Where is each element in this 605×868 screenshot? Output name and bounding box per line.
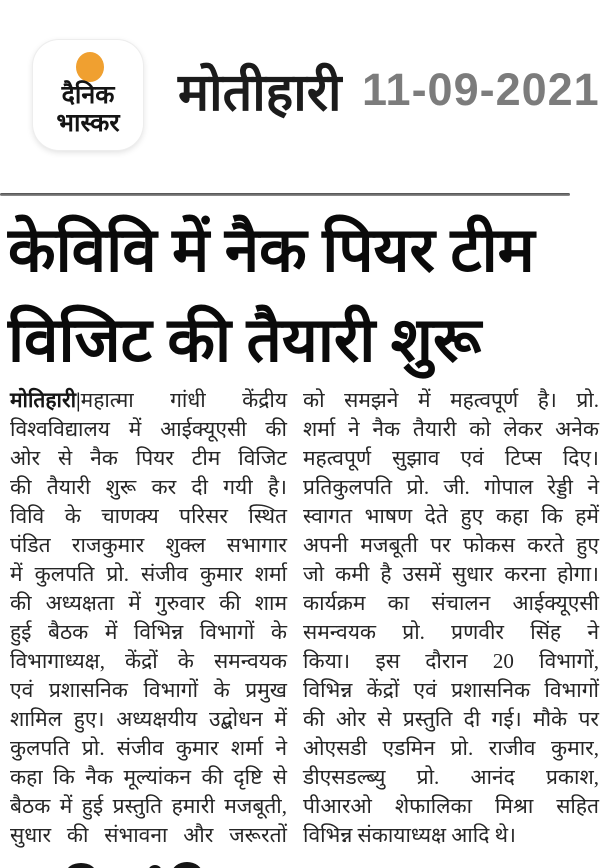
dainik-bhaskar-logo	[33, 40, 143, 150]
body-line: शर्मा ने नैक तैयारी को लेकर अनेक	[303, 417, 599, 441]
header-divider	[0, 193, 570, 196]
headline-line1: केविवि में नैक पियर टीम	[8, 217, 535, 285]
bhaskar-sun-icon	[76, 52, 104, 82]
body-line: महत्वपूर्ण सुझाव एवं टिप्स दिए।	[303, 446, 599, 470]
body-line: में कुलपति प्रो. संजीव कुमार शर्मा	[10, 562, 287, 586]
body-line: बैठक में हुई प्रस्तुति हमारी मजबूती,	[10, 794, 287, 818]
body-line: एवं प्रशासनिक विभागों के प्रमुख	[10, 678, 287, 702]
body-line: विभागाध्यक्ष, केंद्रों के समन्वयक	[10, 649, 287, 673]
article-body	[10, 386, 599, 850]
headline-line2: विजिट की तैयारी शुरू	[8, 307, 482, 375]
body-line: अपनी मजबूती पर फोकस करते हुए	[303, 533, 599, 557]
clipped-glyph	[66, 863, 96, 868]
edition-title: मोतीहारी	[178, 65, 342, 122]
masthead-line2: भास्कर	[56, 110, 120, 137]
publication-date: 11-09-2021	[362, 64, 600, 115]
body-line: की तैयारी शुरू कर दी गयी है।	[10, 475, 287, 499]
article-column-left	[10, 386, 287, 850]
body-line: विश्वविद्यालय में आईक्यूएसी की	[10, 417, 287, 441]
clipped-next-line	[0, 858, 605, 868]
body-line: विभिन्न केंद्रों एवं प्रशासनिक विभागों	[303, 678, 599, 702]
body-line: ओएसडी एडमिन प्रो. राजीव कुमार,	[303, 736, 599, 760]
body-line: कहा कि नैक मूल्यांकन की दृष्टि से	[10, 765, 287, 789]
body-line: कार्यक्रम का संचालन आईक्यूएसी	[303, 591, 599, 615]
body-line: जो कमी है उसमें सुधार करना होगा।	[303, 562, 599, 586]
body-line: शामिल हुए। अध्यक्षयीय उद्बोधन में	[10, 707, 287, 731]
body-line: हुई बैठक में विभिन्न विभागों के	[10, 620, 287, 644]
body-line: पीआरओ शेफालिका मिश्रा सहित	[303, 794, 599, 818]
clipped-glyph	[172, 862, 202, 868]
body-line: प्रतिकुलपति प्रो. जी. गोपाल रेड्डी ने	[303, 475, 599, 499]
body-line: स्वागत भाषण देते हुए कहा कि हमें	[303, 504, 599, 528]
body-line: कुलपति प्रो. संजीव कुमार शर्मा ने	[10, 736, 287, 760]
body-line: डीएसडल्ब्यु प्रो. आनंद प्रकाश,	[303, 765, 599, 789]
body-line: समन्वयक प्रो. प्रणवीर सिंह ने	[303, 620, 599, 644]
body-line: की ओर से प्रस्तुति दी गई। मौके पर	[303, 707, 599, 731]
masthead-line1: दैनिक	[61, 82, 115, 109]
body-line: पंडित राजकुमार शुक्ल सभागार	[10, 533, 287, 557]
body-line: विभिन्न संकायाध्यक्ष आदि थे।	[303, 823, 516, 847]
body-line: की अध्यक्षता में गुरुवार की शाम	[10, 591, 287, 615]
article-headline	[8, 206, 600, 386]
body-line: विवि के चाणक्य परिसर स्थित	[10, 504, 287, 528]
masthead-text	[33, 82, 143, 138]
body-line: मोतिहारी|महात्मा गांधी केंद्रीय	[10, 388, 287, 412]
body-line: ओर से नैक पियर टीम विजिट	[10, 446, 287, 470]
dateline: मोतिहारी|	[10, 388, 81, 412]
body-line: सुधार की संभावना और जरूरतों	[10, 823, 287, 847]
article-column-right	[303, 386, 599, 850]
body-line: किया। इस दौरान 20 विभागों,	[303, 649, 599, 673]
body-line: को समझने में महत्वपूर्ण है। प्रो.	[303, 388, 599, 412]
